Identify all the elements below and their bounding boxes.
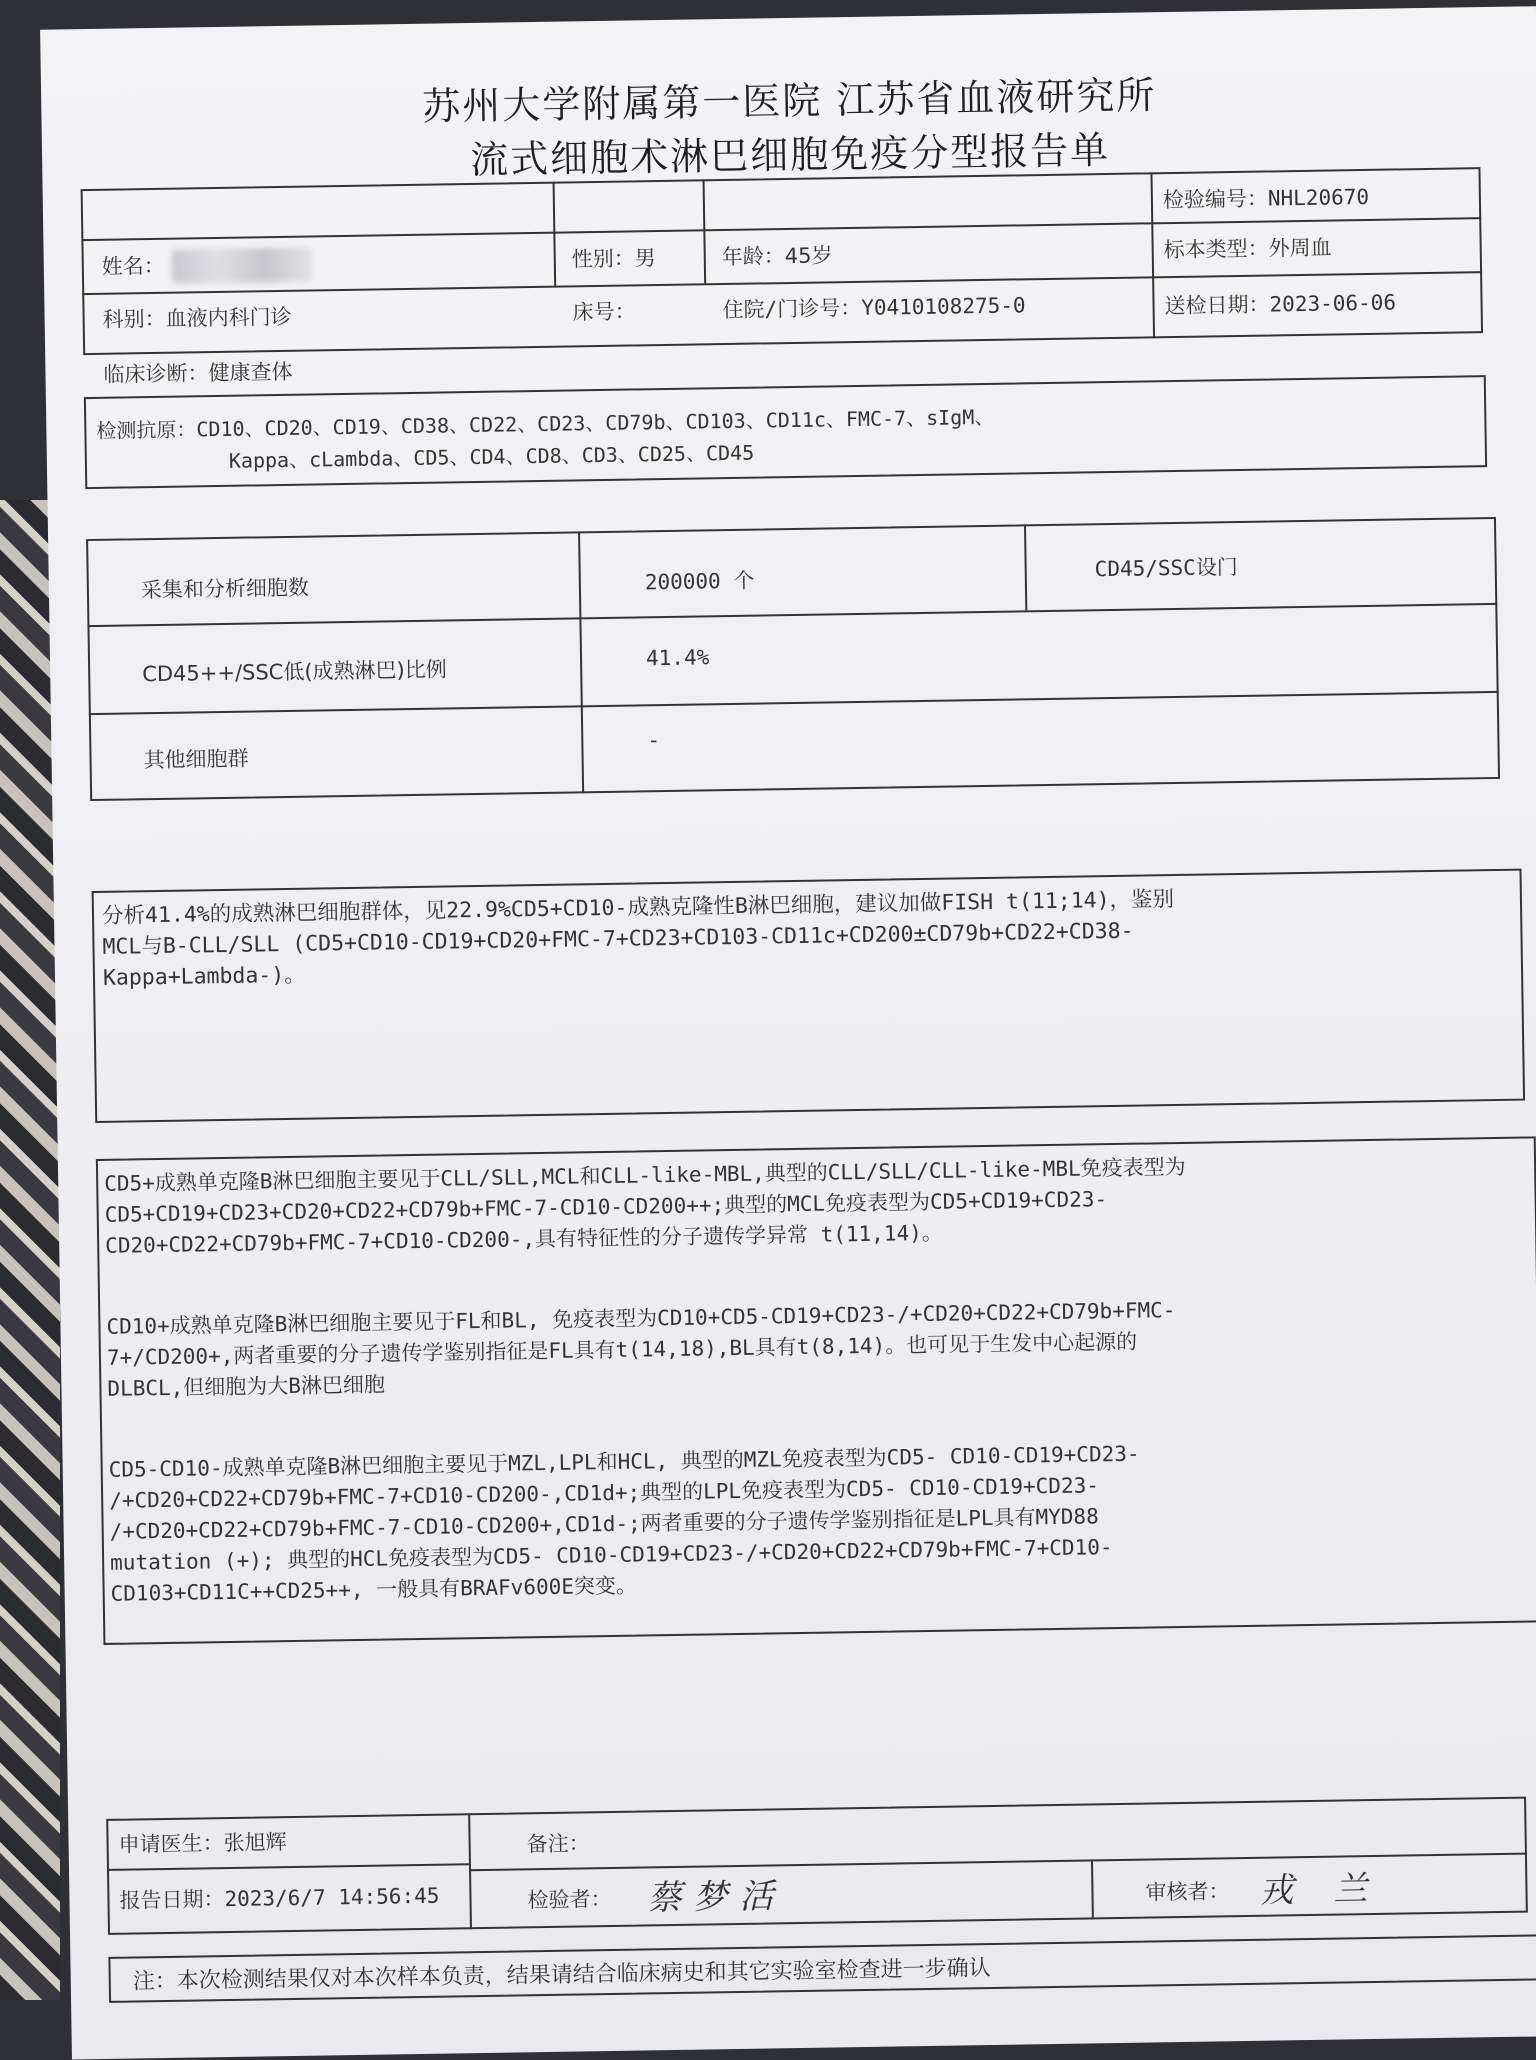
report-title: 流式细胞术淋巴细胞免疫分型报告单 (469, 127, 1111, 183)
department: 科别：血液内科门诊 (102, 304, 292, 332)
cell-count-label: 采集和分析细胞数 (140, 575, 310, 603)
reference-line: CD5+成熟单克隆B淋巴细胞主要见于CLL/SLL,MCL和CLL-like-MBL,典型的CLL/SLL/CLL-like-MBL免疫表型为 (104, 1154, 1186, 1196)
patient-age: 年龄：45岁 (721, 243, 833, 270)
reference-line: DLBCL,但细胞为大B淋巴细胞 (107, 1372, 386, 1401)
analysis-line: Kappa+Lambda-)。 (102, 962, 306, 991)
bed-number: 床号： (572, 299, 636, 325)
requesting-doctor: 申请医生：张旭辉 (118, 1830, 287, 1857)
analysis-line: MCL与B-CLL/SLL (CD5+CD10-CD19+CD20+FMC-7+CD23+CD103-CD11c+CD200±CD79b+CD22+CD38- (102, 918, 1134, 960)
inspector-signature: 蔡梦活 (647, 1876, 786, 1919)
patient-name (102, 248, 312, 285)
inspector-label: 检验者： (527, 1887, 612, 1913)
sample-type: 标本类型：外周血 (1163, 235, 1332, 263)
send-date: 送检日期：2023-06-06 (1164, 290, 1397, 319)
cell-count-value: 200000 个 (644, 568, 755, 595)
report-sheet (40, 6, 1536, 2059)
test-number: 检验编号：NHL20670 (1162, 184, 1370, 213)
other-cells-value: - (647, 728, 661, 753)
reference-line: mutation (+); 典型的HCL免疫表型为CD5- CD10-CD19+CD23-/+CD20+CD22+CD79b+FMC-7+CD10- (109, 1535, 1113, 1575)
reference-line: CD10+成熟单克隆B淋巴细胞主要见于FL和BL, 免疫表型为CD10+CD5-CD19+CD23-/+CD20+CD22+CD79b+FMC- (106, 1298, 1176, 1339)
reference-line: /+CD20+CD22+CD79b+FMC-7-CD10-CD200+,CD1d-;两者重要的分子遗传学鉴别指征是LPL具有MYD88 (109, 1504, 1099, 1544)
antigens-line1: 检测抗原：CD10、CD20、CD19、CD38、CD22、CD23、CD79b、CD103、CD11c、FMC-7、sIgM、 (96, 404, 995, 443)
gating-method: CD45/SSC设门 (1094, 555, 1239, 582)
report-date: 报告日期：2023/6/7 14:56:45 (119, 1883, 440, 1913)
mature-lymph-ratio-value: 41.4% (645, 645, 710, 671)
reference-line: /+CD20+CD22+CD79b+FMC-7+CD10-CD200-,CD1d+;典型的LPL免疫表型为CD5- CD10-CD19+CD23- (109, 1473, 1100, 1513)
remark-label: 备注： (526, 1831, 590, 1857)
other-cells-label: 其他细胞群 (143, 746, 249, 773)
hospital-title: 苏州大学附属第一医院 江苏省血液研究所 (421, 73, 1157, 129)
disclaimer: 注：本次检测结果仅对本次样本负责，结果请结合临床病史和其它实验室检查进一步确认 (132, 1956, 991, 1995)
patient-gender: 性别：男 (571, 246, 656, 272)
hospital-number: 住院/门诊号：Y0410108275-0 (722, 293, 1026, 323)
reviewer-signature: 戎兰 (1259, 1868, 1408, 1911)
reference-line: CD5+CD19+CD23+CD20+CD22+CD79b+FMC-7-CD10-CD200++;典型的MCL免疫表型为CD5+CD19+CD23- (104, 1187, 1108, 1227)
name-label: 姓名： (101, 253, 166, 279)
name-redacted (171, 248, 312, 284)
reference-line: CD20+CD22+CD79b+FMC-7+CD10-CD200-,具有特征性的分子遗传学异常 t(11,14)。 (105, 1220, 943, 1258)
antigens-line2: Kappa、cLambda、CD5、CD4、CD8、CD3、CD25、CD45 (228, 440, 755, 473)
reference-text (104, 1147, 1535, 1610)
reference-line: CD103+CD11C++CD25++, 一般具有BRAFv600E突变。 (110, 1573, 638, 1606)
clinical-diagnosis: 临床诊断：健康查体 (103, 359, 293, 387)
mature-lymph-ratio-label: CD45++/SSC低(成熟淋巴)比例 (142, 657, 447, 687)
analysis-line: 分析41.4%的成熟淋巴细胞群体，见22.9%CD5+CD10-成熟克隆性B淋巴细胞，建议加做FISH t(11;14)，鉴别 (101, 887, 1175, 929)
reference-line: CD5-CD10-成熟单克隆B淋巴细胞主要见于MZL,LPL和HCL, 典型的MZL免疫表型为CD5- CD10-CD19+CD23- (108, 1441, 1140, 1482)
reference-line: 7+/CD200+,两者重要的分子遗传学鉴别指征是FL具有t(14,18),BL具有t(8,14)。也可见于生发中心起源的 (106, 1329, 1138, 1370)
reviewer-label: 审核者： (1145, 1879, 1230, 1905)
